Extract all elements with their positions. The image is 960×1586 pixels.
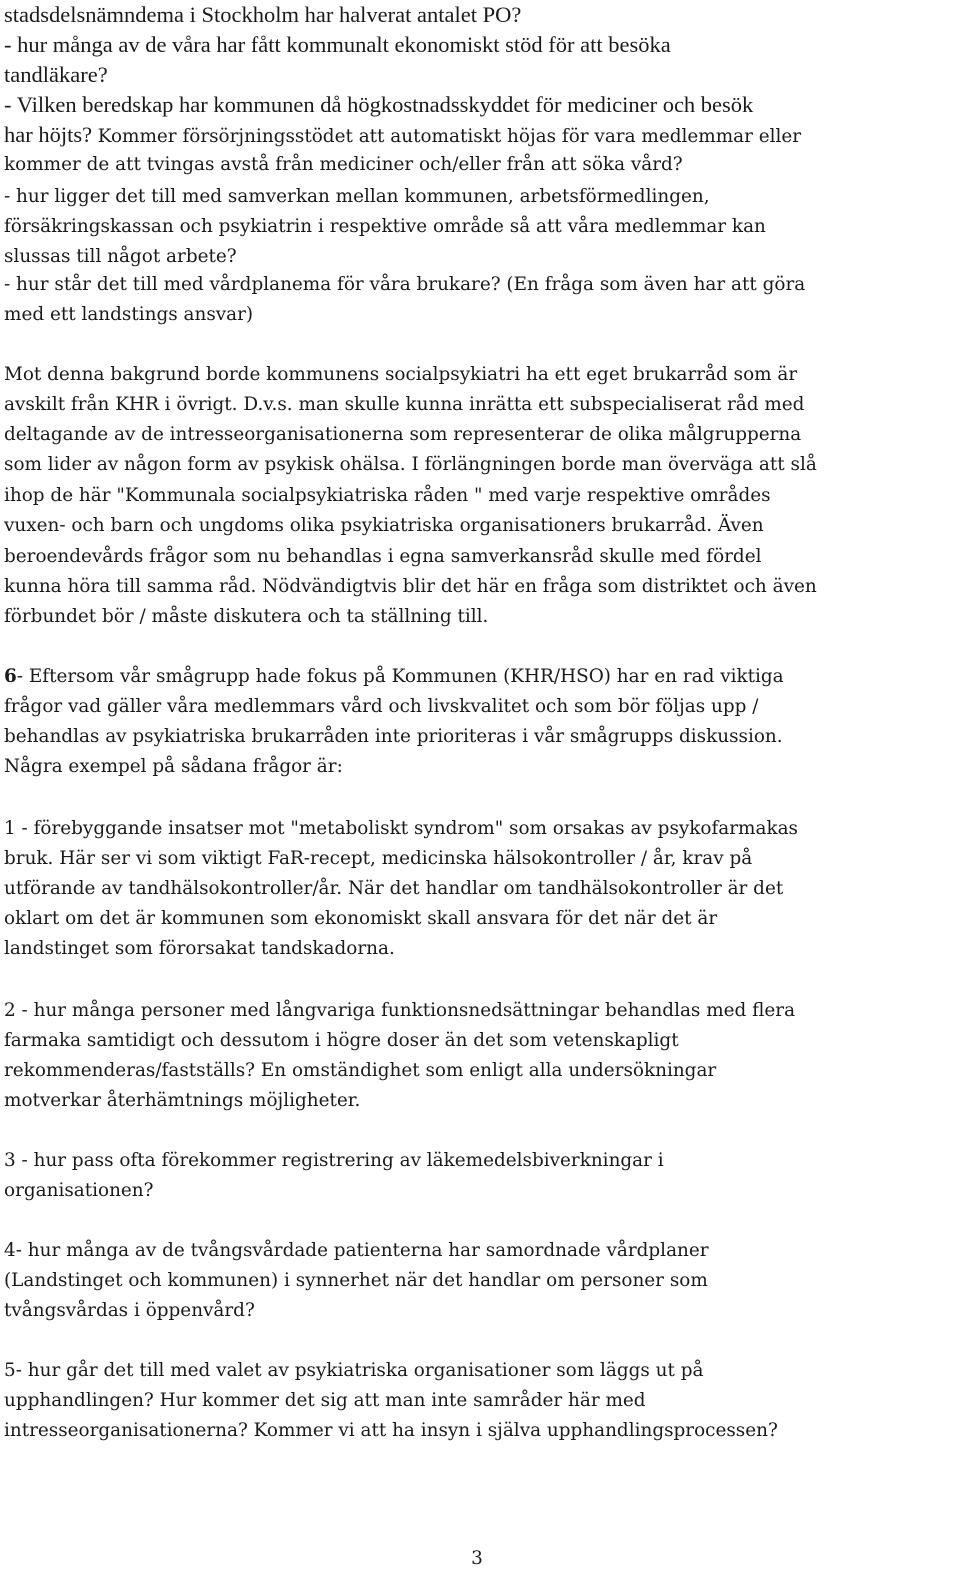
text-line: vuxen- och barn och ungdoms olika psykiatriska organisationers brukarråd. Även xyxy=(4,515,764,536)
page-number: 3 xyxy=(471,1548,483,1569)
text-line: landstinget som förorsakat tandskadorna. xyxy=(4,938,395,959)
text-line: frågor vad gäller våra medlemmars vård och livskvalitet och som bör följas upp / xyxy=(4,696,759,717)
text-line: motverkar återhämtnings möjligheter. xyxy=(4,1090,361,1111)
text-line: upphandlingen? Hur kommer det sig att man inte samråder här med xyxy=(4,1390,646,1411)
text-line: Mot denna bakgrund borde kommunens socialpsykiatri ha ett eget brukarråd som är xyxy=(4,364,798,385)
text-line: 3 - hur pass ofta förekommer registrering av läkemedelsbiverkningar i xyxy=(4,1150,664,1171)
text-line xyxy=(4,120,801,152)
text-line: utförande av tandhälsokontroller/år. När det handlar om tandhälsokontroller är det xyxy=(4,878,784,899)
text-line: förbundet bör / måste diskutera och ta ställning till. xyxy=(4,606,489,627)
text-line: med ett landstings ansvar) xyxy=(4,304,254,325)
text-line xyxy=(4,662,784,692)
text-line: - Vilken beredskap har kommunen då högkostnadsskyddet för mediciner och besök xyxy=(4,92,754,117)
text-line: beroendevårds frågor som nu behandlas i egna samverkansråd skulle med fördel xyxy=(4,546,762,567)
text-line: deltagande av de intresseorganisationerna som representerar de olika målgrupperna xyxy=(4,424,802,445)
text-line: slussas till något arbete? xyxy=(4,246,237,267)
text-line: ihop de här "Kommunala socialpsykiatriska råden " med varje respektive områdes xyxy=(4,485,771,506)
text-line: rekommenderas/fastställs? En omständighet som enligt alla undersökningar xyxy=(4,1060,717,1081)
text-line: - hur ligger det till med samverkan mellan kommunen, arbetsförmedlingen, xyxy=(4,186,710,207)
text-line: intresseorganisationerna? Kommer vi att ha insyn i själva upphandlingsprocessen? xyxy=(4,1420,778,1441)
text-span: har höjts? xyxy=(4,122,98,147)
text-line: (Landstinget och kommunen) i synnerhet när det handlar om personer som xyxy=(4,1270,708,1291)
text-line: kunna höra till samma råd. Nödvändigtvis blir det här en fråga som distriktet och även xyxy=(4,576,817,597)
text-line: avskilt från KHR i övrigt. D.v.s. man skulle kunna inrätta ett subspecialiserat råd med xyxy=(4,394,805,415)
text-line: 5- hur går det till med valet av psykiatriska organisationer som läggs ut på xyxy=(4,1360,704,1381)
text-line: bruk. Här ser vi som viktigt FaR-recept, medicinska hälsokontroller / år, krav på xyxy=(4,848,753,869)
text-line: behandlas av psykiatriska brukarråden inte prioriteras i vår smågrupps diskussion. xyxy=(4,726,783,747)
text-line: organisationen? xyxy=(4,1180,154,1201)
text-line: - hur många av de våra har fått kommunalt ekonomiskt stöd för att besöka xyxy=(4,32,671,57)
text-line: - hur står det till med vårdplanema för våra brukare? (En fråga som även har att göra xyxy=(4,274,806,295)
text-line: kommer de att tvingas avstå från mediciner och/eller från att söka vård? xyxy=(4,154,683,175)
text-line: 1 - förebyggande insatser mot "metaboliskt syndrom" som orsakas av psykofarmakas xyxy=(4,818,798,839)
text-span: Kommer försörjningsstödet att automatiskt höjas för vara medlemmar eller xyxy=(97,126,802,147)
text-line: som lider av någon form av psykisk ohälsa. I förlängningen borde man överväga att slå xyxy=(4,454,817,475)
text-line: 4- hur många av de tvångsvårdade patienterna har samordnade vårdplaner xyxy=(4,1240,709,1261)
text-line: försäkringskassan och psykiatrin i respektive område så att våra medlemmar kan xyxy=(4,216,766,237)
text-line: Några exempel på sådana frågor är: xyxy=(4,756,343,777)
text-line: oklart om det är kommunen som ekonomiskt skall ansvara för det när det är xyxy=(4,908,718,929)
text-line: tvångsvårdas i öppenvård? xyxy=(4,1300,255,1321)
text-line: stadsdelsnämndema i Stockholm har halverat antalet PO? xyxy=(4,2,522,27)
text-line: 2 - hur många personer med långvariga funktionsnedsättningar behandlas med flera xyxy=(4,1000,796,1021)
text-span: - Eftersom vår smågrupp hade fokus på Kommunen (KHR/HSO) har en rad viktiga xyxy=(16,666,784,687)
text-line: tandläkare? xyxy=(4,62,108,87)
text-line: farmaka samtidigt och dessutom i högre doser än det som vetenskapligt xyxy=(4,1030,679,1051)
item-number: 6 xyxy=(4,666,17,687)
